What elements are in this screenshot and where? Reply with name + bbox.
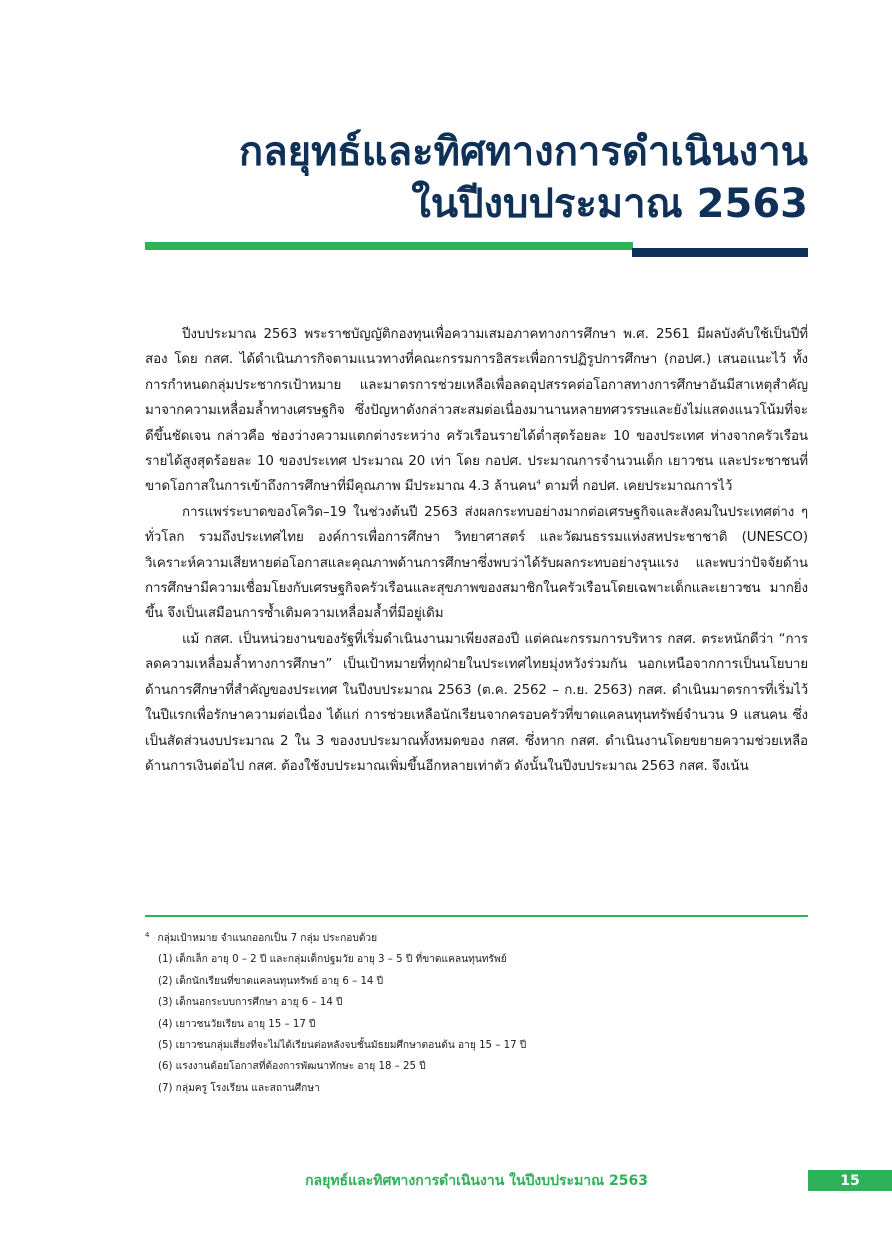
- title-underline-green: [145, 242, 633, 250]
- footnote-item: (7) กลุ่มครู โรงเรียน และสถานศึกษา: [158, 1082, 320, 1094]
- running-footer-title: กลยุทธ์และทิศทางการดำเนินงาน ในปีงบประมาณ 2563: [305, 1173, 648, 1189]
- title-underline-navy: [632, 248, 808, 257]
- page-title-line-2: ในปีงบประมาณ 2563: [411, 181, 808, 227]
- footnote-intro: กลุ่มเป้าหมาย จำแนกออกเป็น 7 กลุ่ม ประกอบด้วย: [157, 933, 378, 944]
- footnote-item: (3) เด็กนอกระบบการศึกษา อายุ 6 – 14 ปี: [158, 997, 343, 1009]
- footnote-item: (2) เด็กนักเรียนที่ขาดแคลนทุนทรัพย์ อายุ 6 – 14 ปี: [158, 975, 384, 987]
- footnote-item: (4) เยาวชนวัยเรียน อายุ 15 – 17 ปี: [158, 1018, 316, 1030]
- paragraph-2: การแพร่ระบาดของโควิด–19 ในช่วงต้นปี 2563 ส่งผลกระทบอย่างมากต่อเศรษฐกิจและสังคมในประเทศต่าง ๆ ทั่วโลก รวมถึงประเทศไทย องค์การเพื่อการศึกษา วิทยาศาสตร์ และวัฒนธรรมแห่งสหประชาชาติ (UNESCO) วิเคราะห์ความเสียหายต่อโอกาสและคุณภาพด้านการศึกษาซึ่งพบว่าได้รับผลกระทบอย่างรุนแรง และพบว่าปัจจัยด้านการศึกษามีความเชื่อมโยงกับเศรษฐกิจครัวเรือนและสุขภาพของสมาชิกในครัวเรือนโดยเฉพาะเด็กและเยาวชน มากยิ่งขึ้น จึงเป็นเสมือนการซ้ำเติมความเหลื่อมล้ำที่มีอยู่เดิม: [145, 504, 808, 622]
- page-number: 15: [840, 1172, 860, 1189]
- footnote-mark: 4: [145, 931, 150, 939]
- page-title-line-1: กลยุทธ์และทิศทางการดำเนินงาน: [238, 129, 808, 175]
- paragraph-1-text: ปีงบประมาณ 2563 พระราชบัญญัติกองทุนเพื่อความเสมอภาคทางการศึกษา พ.ศ. 2561 มีผลบังคับใช้เป็นปีที่สอง โดย กสศ. ได้ดำเนินภารกิจตามแนวทางที่คณะกรรมการอิสระเพื่อการปฏิรูปการศึกษา (กอปศ.) เสนอแนะไว้ ทั้งการกำหนดกลุ่มประชากรเป้าหมาย และมาตรการช่วยเหลือเพื่อลดอุปสรรคต่อโอกาสทางการศึกษาอันมีสาเหตุสำคัญมาจากความเหลื่อมล้ำทางเศรษฐกิจ ซึ่งปัญหาดังกล่าวสะสมต่อเนื่องมานานหลายทศวรรษและยังไม่แสดงแนวโน้มที่จะดีขึ้นชัดเจน กล่าวคือ ช่องว่างความแตกต่างระหว่าง ครัวเรือนรายได้ต่ำสุดร้อยละ 10 ของประเทศ ห่างจากครัวเรือนรายได้สูงสุดร้อยละ 10 ของประเทศ ประมาณ 20 เท่า โดย กอปศ. ประมาณการจำนวนเด็ก เยาวชน และประชาชนที่ขาดโอกาสในการเข้าถึงการศึกษาที่มีคุณภาพ มีประมาณ 4.3 ล้านคน: [145, 327, 808, 495]
- body-text: [145, 322, 808, 779]
- paragraph-3: แม้ กสศ. เป็นหน่วยงานของรัฐที่เริ่มดำเนินงานมาเพียงสองปี แต่คณะกรรมการบริหาร กสศ. ตระหนักดีว่า “การลดความเหลื่อมล้ำทางการศึกษา” เป็นเป้าหมายที่ทุกฝ่ายในประเทศไทยมุ่งหวังร่วมกัน นอกเหนือจากการเป็นนโยบายด้านการศึกษาที่สำคัญของประเทศ ในปีงบประมาณ 2563 (ต.ค. 2562 – ก.ย. 2563) กสศ. ดำเนินมาตรการที่เริ่มไว้ในปีแรกเพื่อรักษาความต่อเนื่อง ได้แก่ การช่วยเหลือนักเรียนจากครอบครัวที่ขาดแคลนทุนทรัพย์จำนวน 9 แสนคน ซึ่งเป็นสัดส่วนงบประมาณ 2 ใน 3 ของงบประมาณทั้งหมดของ กสศ. ซึ่งหาก กสศ. ดำเนินงานโดยขยายความช่วยเหลือด้านการเงินต่อไป กสศ. ต้องใช้งบประมาณเพิ่มขึ้นอีกหลายเท่าตัว ดังนั้นในปีงบประมาณ 2563 กสศ. จึงเน้น: [145, 631, 808, 774]
- page-title: [108, 126, 808, 230]
- footnote-item: (5) เยาวชนกลุ่มเสี่ยงที่จะไม่ได้เรียนต่อหลังจบชั้นมัธยมศึกษาตอนต้น อายุ 15 – 17 ปี: [158, 1040, 527, 1052]
- page-number-badge: [808, 1170, 892, 1191]
- footnote-divider: [145, 915, 808, 917]
- footnote-reference: 4: [536, 478, 541, 487]
- footnote-item: (1) เด็กเล็ก อายุ 0 – 2 ปี และกลุ่มเด็กปฐมวัย อายุ 3 – 5 ปี ที่ขาดแคลนทุนทรัพย์: [158, 954, 507, 966]
- footnote-item: (6) แรงงานด้อยโอกาสที่ต้องการพัฒนาทักษะ อายุ 18 – 25 ปี: [158, 1061, 426, 1073]
- paragraph-1: [145, 322, 808, 500]
- footnote: [145, 928, 808, 1099]
- paragraph-1-tail: ตามที่ กอปศ. เคยประมาณการไว้: [540, 479, 733, 495]
